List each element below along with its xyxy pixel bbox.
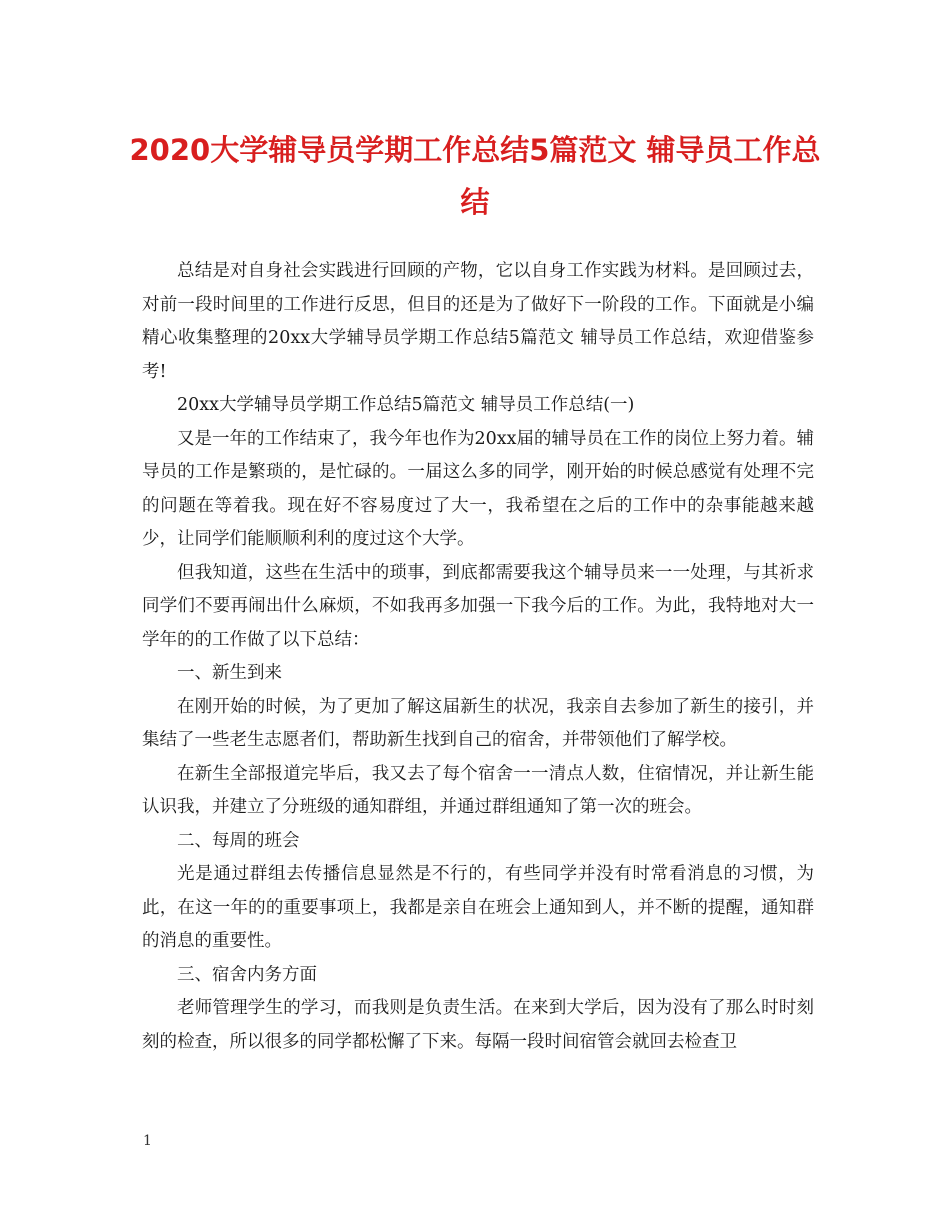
paragraph: 在刚开始的时候，为了更加了解这届新生的状况，我亲自去参加了新生的接引，并集结了一些老生志愿者们，帮助新生找到自己的宿舍，并带领他们了解学校。 <box>142 696 814 750</box>
document-body <box>142 255 814 1059</box>
paragraph: 光是通过群组去传播信息显然是不行的，有些同学并没有时常看消息的习惯，为此，在这一年的的重要事项上，我都是亲自在班会上通知到人，并不断的提醒，通知群的消息的重要性。 <box>142 864 814 951</box>
page-number: 1 <box>143 1133 152 1149</box>
paragraph: 在新生全部报道完毕后，我又去了每个宿舍一一清点人数，住宿情况，并让新生能认识我，并建立了分班级的通知群组，并通过群组通知了第一次的班会。 <box>142 763 814 817</box>
paragraph: 老师管理学生的学习，而我则是负责生活。在来到大学后，因为没有了那么时时刻刻的检查，所以很多的同学都松懈了下来。每隔一段时间宿管会就回去检查卫 <box>142 998 814 1052</box>
document-title: 2020大学辅导员学期工作总结5篇范文 辅导员工作总结 <box>129 133 821 219</box>
section-heading: 二、每周的班会 <box>177 830 300 851</box>
section-heading-article-one: 20xx大学辅导员学期工作总结5篇范文 辅导员工作总结(一) <box>177 395 635 415</box>
section-heading: 一、新生到来 <box>177 663 282 683</box>
paragraph-intro: 总结是对自身社会实践进行回顾的产物，它以自身工作实践为材料。是回顾过去，对前一段时间里的工作进行反思，但目的还是为了做好下一阶段的工作。下面就是小编精心收集整理的20xx大学辅导员学期工作总结5篇范文 辅导员工作总结，欢迎借鉴参考! <box>142 261 814 382</box>
paragraph: 又是一年的工作结束了，我今年也作为20xx届的辅导员在工作的岗位上努力着。辅导员的工作是繁琐的，是忙碌的。一届这么多的同学，刚开始的时候总感觉有处理不完的问题在等着我。现在好不容易度过了大一，我希望在之后的工作中的杂事能越来越少，让同学们能顺顺利利的度过这个大学。 <box>142 428 815 549</box>
section-heading: 三、宿舍内务方面 <box>177 964 317 985</box>
paragraph: 但我知道，这些在生活中的琐事，到底都需要我这个辅导员来一一处理，与其祈求同学们不要再闹出什么麻烦，不如我再多加强一下我今后的工作。为此，我特地对大一学年的的工作做了以下总结： <box>142 562 814 650</box>
